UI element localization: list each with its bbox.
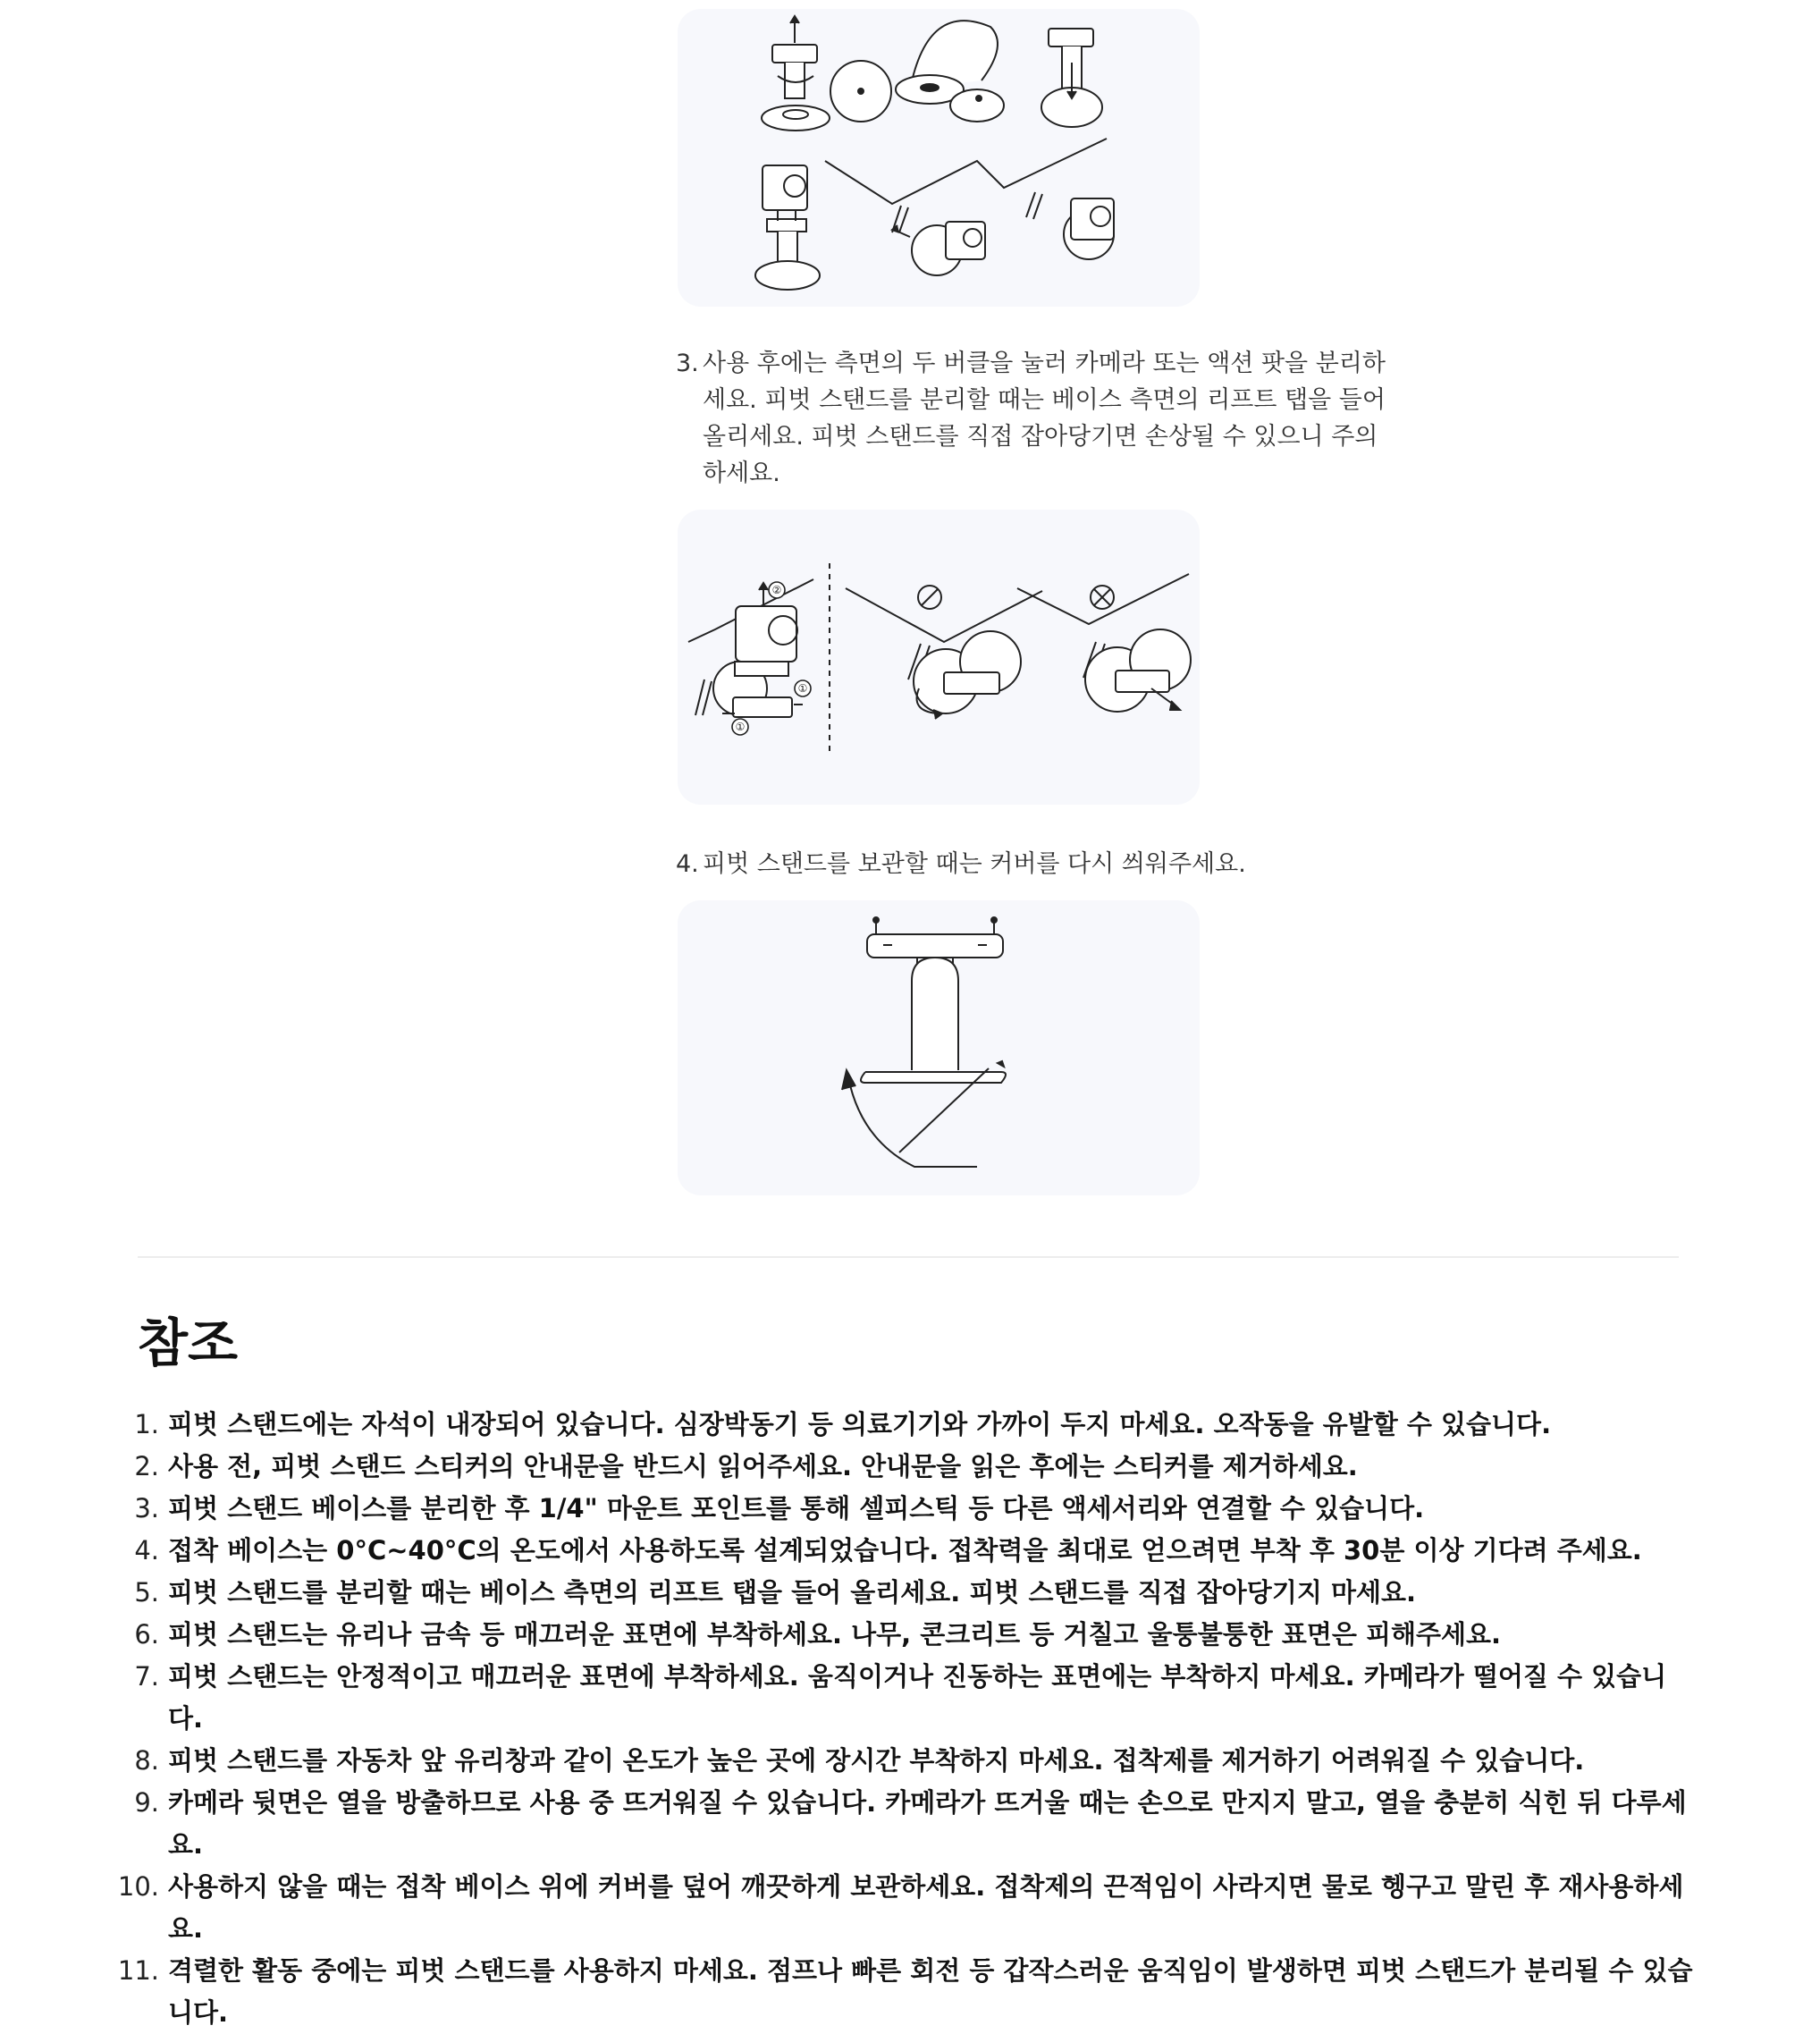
removal-illustration — [678, 510, 1200, 805]
list-item — [116, 1572, 1698, 1614]
step-3 — [676, 345, 1400, 492]
cover-storage-illustration — [678, 900, 1200, 1195]
item-number: 5. — [134, 1577, 159, 1608]
list-item — [116, 1950, 1698, 2034]
item-text: 피벗 스탠드 베이스를 분리한 후 1/4" 마운트 포인트를 통해 셀피스틱 등 다른 액세서리와 연결할 수 있습니다. — [168, 1493, 1425, 1523]
item-text: 피벗 스탠드를 분리할 때는 베이스 측면의 리프트 탭을 들어 올리세요. 피벗 스탠드를 직접 잡아당기지 마세요. — [168, 1577, 1416, 1608]
item-text: 사용 전, 피벗 스탠드 스티커의 안내문을 반드시 읽어주세요. 안내문을 읽은 후에는 스티커를 제거하세요. — [168, 1451, 1358, 1481]
item-text: 피벗 스탠드에는 자석이 내장되어 있습니다. 심장박동기 등 의료기기와 가까이 두지 마세요. 오작동을 유발할 수 있습니다. — [168, 1409, 1552, 1439]
removal-ok-example — [846, 586, 1042, 719]
item-number: 11. — [117, 1955, 159, 1986]
list-item — [116, 1866, 1698, 1950]
stand-drawing-1 — [762, 16, 891, 131]
item-text: 사용하지 않을 때는 접착 베이스 위에 커버를 덮어 깨끗하게 보관하세요. 접착제의 끈적임이 사라지면 물로 헹구고 말린 후 재사용하세요. — [168, 1871, 1684, 1944]
list-item — [116, 1488, 1698, 1530]
list-item — [116, 1656, 1698, 1740]
step-4 — [676, 846, 1400, 882]
list-item — [116, 1530, 1698, 1572]
step-text: 사용 후에는 측면의 두 버클을 눌러 카메라 또는 액션 팟을 분리하세요. 피벗 스탠드를 분리할 때는 베이스 측면의 리프트 탭을 들어 올리세요. 피벗 스탠드를 직접 잡아당기면 손상될 수 있으니 주의하세요. — [703, 350, 1386, 487]
item-number: 4. — [134, 1535, 159, 1566]
notes-list — [116, 1404, 1698, 2034]
step-label-1a: ① — [797, 682, 808, 695]
item-text: 접착 베이스는 0°C~40°C의 온도에서 사용하도록 설계되었습니다. 접착력을 최대로 얻으려면 부착 후 30분 이상 기다려 주세요. — [168, 1535, 1642, 1566]
list-item — [116, 1782, 1698, 1866]
list-item — [116, 1614, 1698, 1656]
windshield-lines — [825, 139, 1107, 204]
removal-correct-sequence — [688, 579, 813, 717]
item-number: 7. — [134, 1661, 159, 1692]
item-text: 격렬한 활동 중에는 피벗 스탠드를 사용하지 마세요. 점프나 빠른 회전 등 갑작스러운 움직임이 발생하면 피벗 스탠드가 분리될 수 있습니다. — [168, 1955, 1693, 2028]
item-number: 2. — [134, 1451, 159, 1481]
stand-drawing-3 — [1041, 29, 1102, 127]
item-text: 피벗 스탠드는 안정적이고 매끄러운 표면에 부착하세요. 움직이거나 진동하는 표면에는 부착하지 마세요. 카메라가 떨어질 수 있습니다. — [168, 1661, 1667, 1734]
camera-on-stand — [755, 165, 820, 290]
mounting-illustration — [678, 9, 1200, 307]
item-number: 8. — [134, 1745, 159, 1776]
section-divider — [138, 1256, 1679, 1258]
item-text: 피벗 스탠드를 자동차 앞 유리창과 같이 온도가 높은 곳에 장시간 부착하지 마세요. 접착제를 제거하기 어려워질 수 있습니다. — [168, 1745, 1585, 1776]
camera-mounted-1 — [892, 222, 985, 275]
item-number: 10. — [117, 1871, 159, 1902]
list-item — [116, 1446, 1698, 1488]
step-text: 피벗 스탠드를 보관할 때는 커버를 다시 씌워주세요. — [703, 850, 1246, 878]
removal-wrong-example — [1017, 574, 1191, 712]
item-number: 9. — [134, 1787, 159, 1818]
item-number: 1. — [134, 1409, 159, 1439]
step-number: 3. — [676, 350, 699, 377]
item-number: 6. — [134, 1619, 159, 1650]
list-item — [116, 1740, 1698, 1782]
stand-drawing-2 — [896, 21, 1004, 122]
item-text: 피벗 스탠드는 유리나 금속 등 매끄러운 표면에 부착하세요. 나무, 콘크리트 등 거칠고 울퉁불퉁한 표면은 피해주세요. — [168, 1619, 1502, 1650]
step-label-1b: ① — [735, 721, 746, 733]
step-number: 4. — [676, 850, 699, 878]
list-item — [116, 1404, 1698, 1446]
pivot-stand-drawing — [861, 917, 1006, 1083]
step-label-2: ② — [771, 584, 782, 596]
notes-title: 참조 — [138, 1312, 239, 1373]
item-number: 3. — [134, 1493, 159, 1523]
item-text: 카메라 뒷면은 열을 방출하므로 사용 중 뜨거워질 수 있습니다. 카메라가 뜨거울 때는 손으로 만지지 말고, 열을 충분히 식힌 뒤 다루세요. — [168, 1787, 1687, 1860]
camera-mounted-2 — [1064, 198, 1114, 259]
